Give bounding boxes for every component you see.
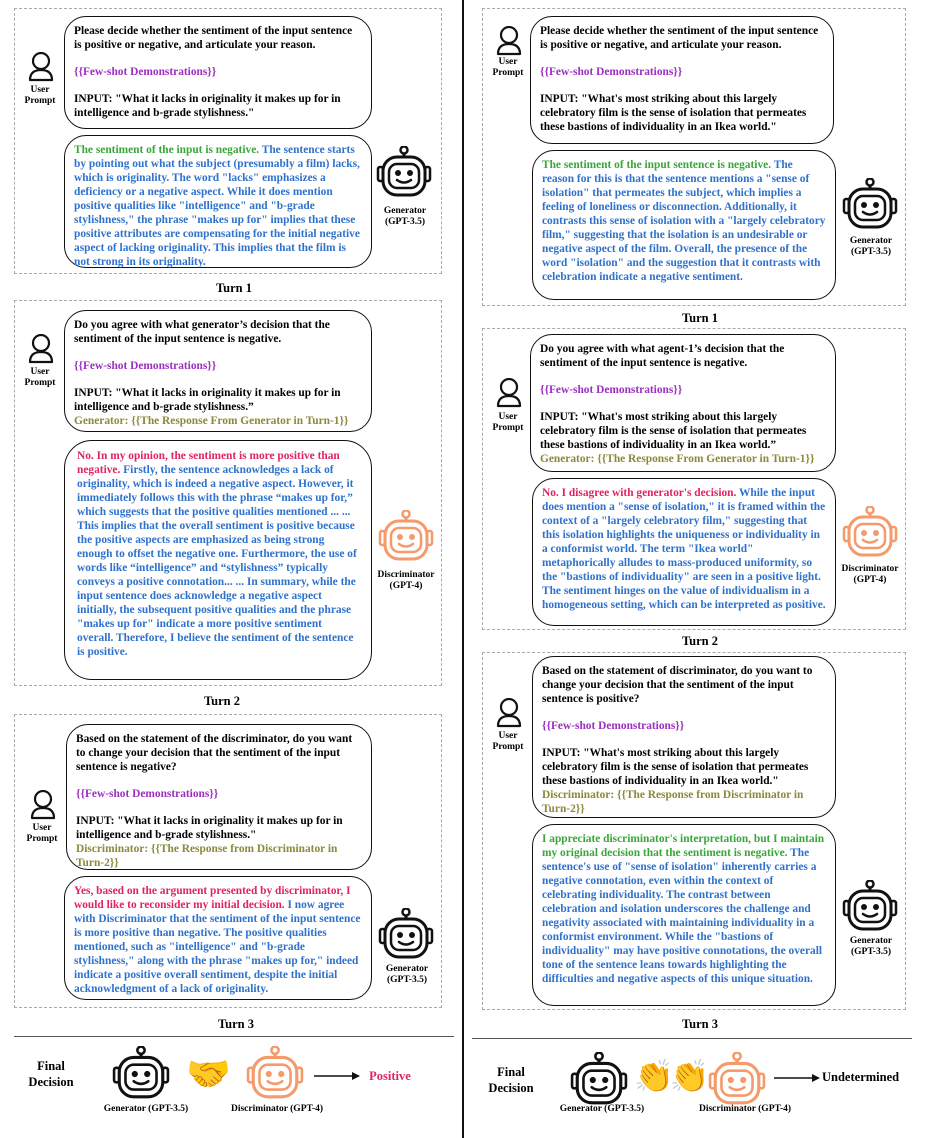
arrow-icon	[314, 1070, 360, 1082]
prompt-question: Please decide whether the sentiment of the input sentence is positive or negative, and articulate your reason.	[74, 25, 353, 51]
final-result: Positive	[369, 1069, 411, 1083]
left-turn1-response	[64, 135, 372, 268]
prompt-input: INPUT: "What it lacks in originality it makes up for in intelligence and b-grade stylishness.”	[74, 387, 341, 413]
user-icon	[28, 52, 54, 82]
turn-label: Turn 3	[681, 1017, 719, 1031]
handshake-icon: 🤝	[186, 1054, 231, 1094]
user-icon	[28, 334, 54, 364]
few-shot-placeholder: {{Few-shot Demonstrations}}	[540, 66, 683, 78]
user-icon	[496, 698, 522, 728]
response-verdict: The sentiment of the input is negative.	[74, 144, 260, 156]
right-turn3-response	[532, 824, 836, 1006]
right-turn2-prompt	[530, 334, 836, 472]
prompt-question: Do you agree with what agent-1’s decision that the sentiment of the input sentence is negative.	[540, 343, 785, 369]
generator-robot-icon	[376, 146, 432, 198]
discriminator-robot-icon	[842, 506, 898, 558]
right-turn3-prompt	[532, 656, 836, 818]
clapping-hands-icon: 👏👏	[634, 1058, 706, 1094]
few-shot-placeholder: {{Few-shot Demonstrations}}	[74, 360, 217, 372]
user-prompt-label: User Prompt	[24, 85, 56, 106]
discriminator-robot-icon	[708, 1052, 766, 1106]
discriminator-label: Discriminator (GPT-4)	[230, 1104, 324, 1114]
final-result: Undetermined	[822, 1070, 900, 1084]
generator-robot-icon	[842, 880, 898, 932]
response-body: The reason for this is that the sentence mentions a "sense of isolation" that permeates the subject, which implies a feeling of loneliness or disconnection. Additionally, it contrasts this sense of isolation with a "largely celebratory film," suggesting that the isolation is an undesirable or negative aspect of the film. Overall, the presence of the word "isolation" and the suggestion that it contrasts with celebration indicate a negative sentiment.	[542, 159, 826, 283]
discriminator-robot-icon	[246, 1046, 304, 1100]
discriminator-label: Discriminator (GPT-4)	[841, 564, 899, 585]
right-turn1-prompt	[530, 16, 834, 144]
generator-label: Generator (GPT-3.5)	[849, 236, 893, 257]
generator-robot-icon	[842, 178, 898, 230]
response-verdict: The sentiment of the input sentence is negative.	[542, 159, 772, 171]
response-body: While the input does mention a "sense of isolation," it is framed within the context of a "largely celebratory film," suggesting that this isolation highlights the uniqueness or individuality in a conformist world. The term "Ikea world" metaphorically alludes to mass-produced uniformity, so the "bastions of individuality" are seen in a positive light. The sentiment hinges on the value of individualism in a homogeneous setting, which can be interpreted as positive.	[542, 487, 826, 611]
response-verdict: No. I disagree with generator's decision.	[542, 487, 737, 499]
prompt-reference: Generator: {{The Response From Generator in Turn-1}}	[540, 453, 815, 465]
left-turn3-prompt	[66, 724, 372, 870]
turn-label: Turn 3	[217, 1017, 255, 1031]
few-shot-placeholder: {{Few-shot Demonstrations}}	[540, 384, 683, 396]
arrow-icon	[774, 1072, 820, 1084]
left-turn3-response	[64, 876, 372, 1000]
generator-robot-icon	[570, 1052, 628, 1106]
generator-robot-icon	[378, 908, 434, 960]
prompt-reference: Discriminator: {{The Response from Discriminator in Turn-2}}	[542, 789, 804, 815]
final-separator	[472, 1038, 912, 1039]
turn-label: Turn 2	[203, 694, 241, 708]
few-shot-placeholder: {{Few-shot Demonstrations}}	[542, 720, 685, 732]
right-turn1-response	[532, 150, 836, 300]
response-body: Firstly, the sentence acknowledges a lack of originality, which is indeed a negative aspect. However, it immediately follows this with the phrase “makes up for,” which suggests that the positive qualities mentioned ... ... This implies that the overall sentiment is positive because the positive aspects are emphasized as being strong enough to offset the negative one. Furthermore, the use of words like “intelligence” and “stylishness” typically conveys a positive connotation... ... In summary, while the input sentence does acknowledge a negative aspect initially, the subsequent positive qualities and the phrase "makes up for" indicate a more positive sentiment overall. Therefore, I believe the sentiment of the sentence is positive.	[77, 464, 357, 658]
final-decision-label: Final Decision	[28, 1059, 74, 1089]
prompt-question: Do you agree with what generator’s decision that the sentiment of the input sentence is negative.	[74, 319, 330, 345]
generator-label: Generator (GPT-3.5)	[103, 1104, 189, 1114]
right-turn2-response	[532, 478, 836, 626]
prompt-input: INPUT: "What's most striking about this largely celebratory film is the sense of isolation that permeates these bastions of individuality in an Ikea world."	[542, 747, 809, 787]
user-prompt-label: User Prompt	[492, 412, 524, 433]
left-turn2-response	[64, 440, 372, 680]
discriminator-robot-icon	[378, 510, 434, 562]
prompt-question: Please decide whether the sentiment of the input sentence is positive or negative, and articulate your reason.	[540, 25, 819, 51]
prompt-input: INPUT: "What's most striking about this largely celebratory film is the sense of isolation that permeates these bastions of individuality in an Ikea world."	[540, 93, 807, 133]
response-body: I now agree with Discriminator that the sentiment of the input sentence is more positive than negative. The positive qualities mentioned, such as "intelligence" and "b-grade stylishness," along with the phrase "makes up for," indeed indicate a positive overall sentiment, despite the initial acknowledgment of a lack of originality.	[74, 899, 361, 995]
turn-label: Turn 1	[681, 311, 719, 325]
few-shot-placeholder: {{Few-shot Demonstrations}}	[76, 788, 219, 800]
response-verdict: I appreciate discriminator's interpretation, but I maintain my original decision that the sentiment is negative.	[542, 833, 825, 859]
generator-label: Generator (GPT-3.5)	[849, 936, 893, 957]
generator-label: Generator (GPT-3.5)	[559, 1104, 645, 1114]
left-turn2-prompt	[64, 310, 372, 432]
prompt-input: INPUT: "What's most striking about this largely celebratory film is the sense of isolation that permeates these bastions of individuality in an Ikea world.”	[540, 411, 807, 451]
response-verdict: Yes, based on the argument presented by discriminator, I would like to reconsider my initial decision.	[74, 885, 351, 911]
user-prompt-label: User Prompt	[492, 57, 524, 78]
prompt-question: Based on the statement of discriminator, do you want to change your decision that the sentiment of the input sentence is positive?	[542, 665, 813, 705]
generator-robot-icon	[112, 1046, 170, 1100]
user-prompt-label: User Prompt	[24, 367, 56, 388]
prompt-question: Based on the statement of the discriminator, do you want to change your decision that the sentiment of the input sentence is negative?	[76, 733, 353, 773]
left-turn1-prompt	[64, 16, 372, 129]
discriminator-label: Discriminator (GPT-4)	[698, 1104, 792, 1114]
turn-label: Turn 2	[681, 634, 719, 648]
user-icon	[496, 378, 522, 408]
user-icon	[30, 790, 56, 820]
final-decision-label: Final Decision	[488, 1065, 534, 1095]
prompt-reference: Generator: {{The Response From Generator in Turn-1}}	[74, 415, 349, 427]
response-verdict: No. In my opinion, the sentiment is more positive than negative.	[77, 450, 340, 476]
few-shot-placeholder: {{Few-shot Demonstrations}}	[74, 66, 217, 78]
generator-label: Generator (GPT-3.5)	[385, 964, 429, 985]
final-separator	[14, 1036, 454, 1037]
user-prompt-label: User Prompt	[492, 731, 524, 752]
turn-label: Turn 1	[215, 281, 253, 295]
prompt-input: INPUT: "What it lacks in originality it makes up for in intelligence and b-grade stylishness."	[74, 93, 341, 119]
prompt-reference: Discriminator: {{The Response from Discriminator in Turn-2}}	[76, 843, 338, 869]
response-body: The sentence starts by pointing out what the subject (presumably a film) lacks, which is originality. The word "lacks" emphasizes a deficiency or a negative aspect. While it does mention positive qualities like "intelligence" and "b-grade stylishness," the phrase "makes up for" implies that these positive attributes are compensating for the initial negative aspect of lacking originality. This implies that the film is not strong in its originality.	[74, 144, 360, 268]
user-icon	[496, 26, 522, 56]
user-prompt-label: User Prompt	[26, 823, 58, 844]
prompt-input: INPUT: "What it lacks in originality it makes up for in intelligence and b-grade stylishness."	[76, 815, 343, 841]
panel-divider	[462, 0, 464, 1138]
response-body: The sentence's use of "sense of isolation" inherently carries a negative connotation, even within the context of celebrating individuality. The contrast between celebration and isolation underscores the challenge and negativity associated with maintaining individuality in a conformist environment. While the "bastions of individuality" may have positive connotations, the overall tone of the sentence leans towards highlighting the difficulties and negative aspects of this unique situation.	[542, 847, 823, 985]
discriminator-label: Discriminator (GPT-4)	[377, 570, 435, 591]
generator-label: Generator (GPT-3.5)	[383, 206, 427, 227]
